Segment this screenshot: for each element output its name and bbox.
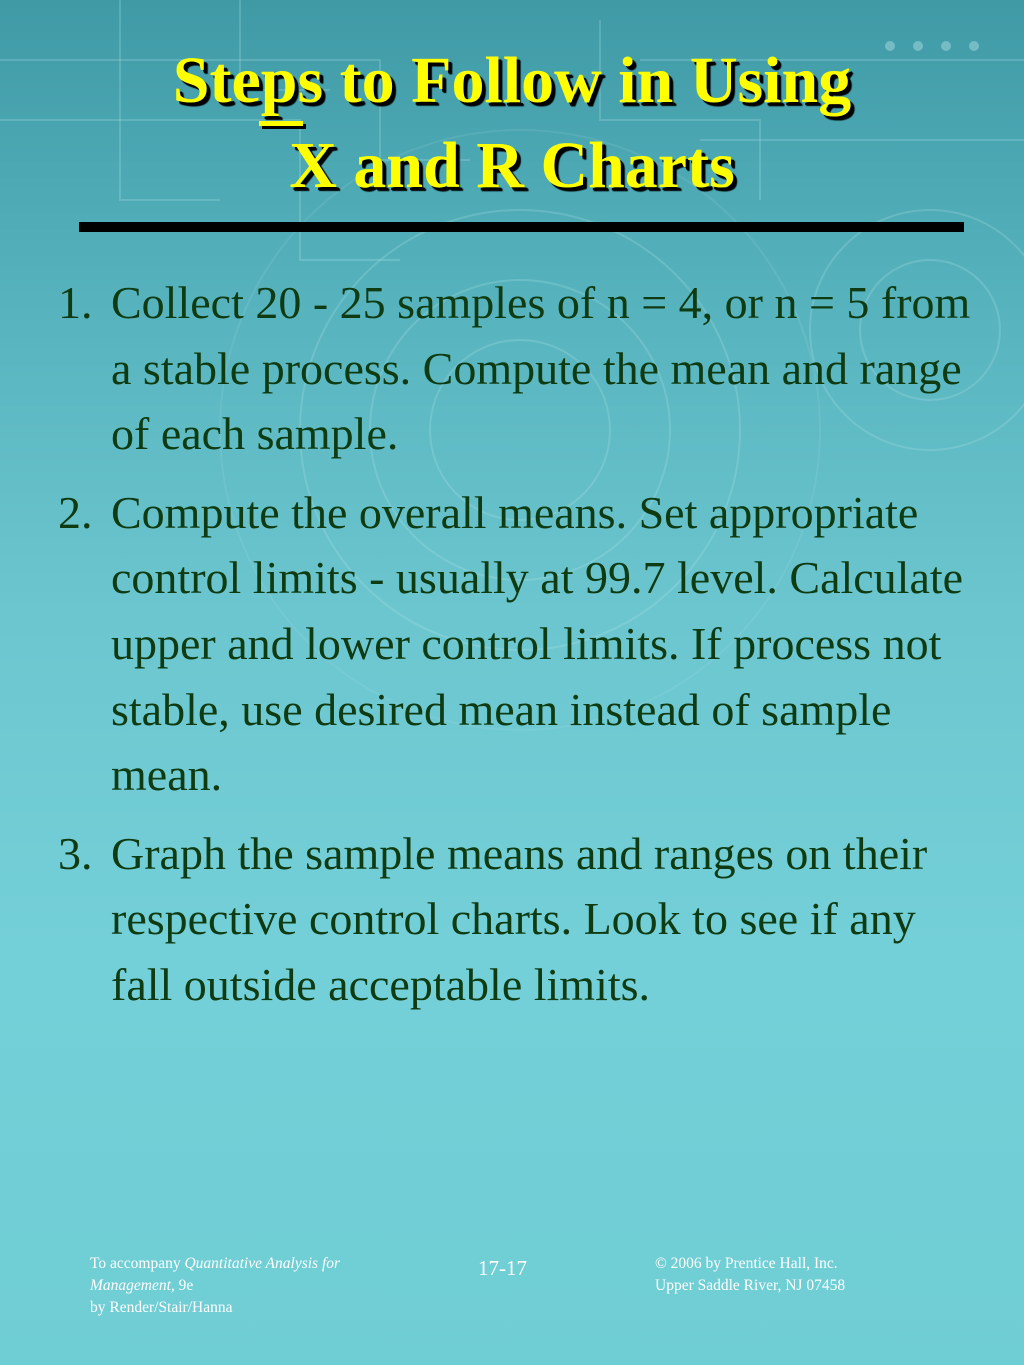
- steps-list: [58, 270, 978, 1031]
- footer-book-credit: [90, 1253, 410, 1319]
- step-text: Collect 20 - 25 samples of n = 4, or n = 5 from a stable process. Compute the mean and range of each sample.: [111, 277, 971, 460]
- title-divider: [79, 222, 964, 232]
- step-text: Compute the overall means. Set appropriate control limits - usually at 99.7 level. Calculate upper and lower control limits. If process not stable, use desired mean instead of sample mean.: [111, 486, 964, 801]
- step-item: [58, 270, 978, 467]
- footer-authors: by Render/Stair/Hanna: [90, 1299, 233, 1316]
- step-number: 3.: [58, 827, 93, 879]
- step-number: 2.: [58, 486, 93, 538]
- footer-edition: 9e: [174, 1277, 194, 1294]
- footer-copyright: [655, 1253, 935, 1297]
- step-item: [58, 480, 978, 808]
- slide-number: 17-17: [478, 1256, 527, 1280]
- slide-title-line-1: Steps to Follow in Using: [172, 44, 852, 117]
- step-number: 1.: [58, 277, 93, 328]
- x-bar-overline: [259, 121, 303, 126]
- step-text: Graph the sample means and ranges on their respective control charts. Look to see if any fall outside acceptable limits.: [111, 827, 928, 1010]
- slide-title-line-2: X and R Charts: [289, 129, 735, 202]
- publisher-address: Upper Saddle River, NJ 07458: [655, 1277, 846, 1294]
- copyright-line: © 2006 by Prentice Hall, Inc.: [655, 1255, 838, 1272]
- step-item: [58, 821, 978, 1018]
- footer-prefix: To accompany: [90, 1255, 185, 1272]
- footer-book-title: Quantitative Analysis for Management,: [90, 1255, 341, 1294]
